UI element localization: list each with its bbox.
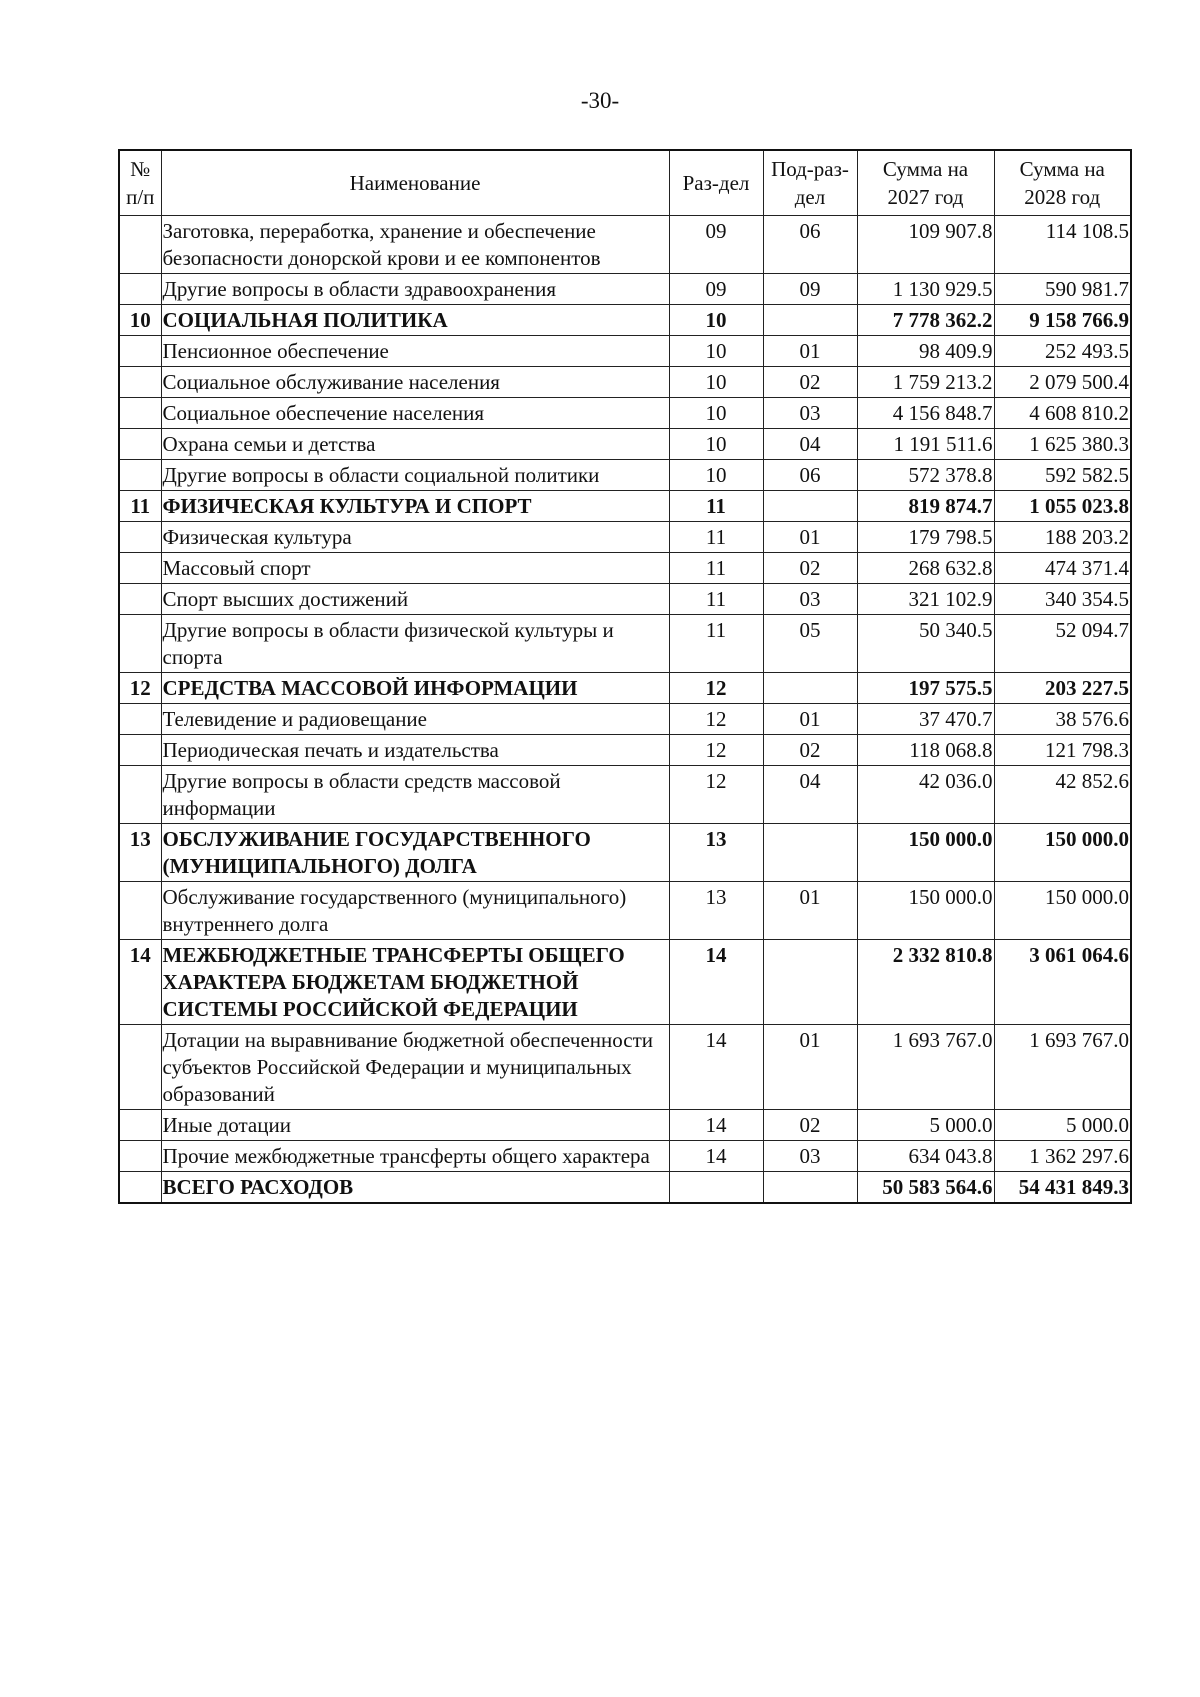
cell-razdel [669,1172,763,1204]
section-row [119,940,1131,1025]
cell-sum-2027: 4 156 848.7 [857,398,994,429]
cell-name: МЕЖБЮДЖЕТНЫЕ ТРАНСФЕРТЫ ОБЩЕГО ХАРАКТЕРА БЮДЖЕТАМ БЮДЖЕТНОЙ СИСТЕМЫ РОССИЙСКОЙ ФЕДЕРАЦИИ [161,940,669,1025]
cell-podrazdel: 02 [763,735,857,766]
header-podrazdel: Под-раз-дел [763,150,857,216]
cell-podrazdel [763,824,857,882]
cell-sum-2028: 121 798.3 [994,735,1131,766]
cell-podrazdel: 01 [763,882,857,940]
cell-name: ОБСЛУЖИВАНИЕ ГОСУДАРСТВЕННОГО (МУНИЦИПАЛЬНОГО) ДОЛГА [161,824,669,882]
cell-num: 13 [119,824,161,882]
cell-podrazdel: 06 [763,216,857,274]
cell-sum-2027: 118 068.8 [857,735,994,766]
cell-name: Спорт высших достижений [161,584,669,615]
cell-sum-2027: 150 000.0 [857,824,994,882]
cell-num [119,1141,161,1172]
cell-razdel: 14 [669,1141,763,1172]
cell-razdel: 14 [669,1025,763,1110]
cell-podrazdel: 02 [763,1110,857,1141]
cell-name: Другие вопросы в области физической культуры и спорта [161,615,669,673]
cell-sum-2027: 42 036.0 [857,766,994,824]
cell-num [119,704,161,735]
cell-num: 12 [119,673,161,704]
cell-podrazdel: 01 [763,1025,857,1110]
cell-name: Массовый спорт [161,553,669,584]
cell-podrazdel: 09 [763,274,857,305]
cell-sum-2027: 98 409.9 [857,336,994,367]
cell-sum-2027: 2 332 810.8 [857,940,994,1025]
cell-podrazdel [763,491,857,522]
table-row [119,274,1131,305]
table-row [119,766,1131,824]
table-row [119,336,1131,367]
cell-num [119,584,161,615]
header-razdel: Раз-дел [669,150,763,216]
cell-sum-2027: 1 191 511.6 [857,429,994,460]
cell-name: Пенсионное обеспечение [161,336,669,367]
total-row [119,1172,1131,1204]
cell-sum-2028: 188 203.2 [994,522,1131,553]
cell-sum-2028: 38 576.6 [994,704,1131,735]
cell-num [119,216,161,274]
section-row [119,824,1131,882]
cell-sum-2027: 572 378.8 [857,460,994,491]
cell-podrazdel [763,940,857,1025]
cell-razdel: 11 [669,615,763,673]
cell-name: ВСЕГО РАСХОДОВ [161,1172,669,1204]
cell-sum-2028: 150 000.0 [994,824,1131,882]
cell-sum-2027: 1 130 929.5 [857,274,994,305]
table-row [119,584,1131,615]
cell-sum-2027: 819 874.7 [857,491,994,522]
cell-sum-2028: 4 608 810.2 [994,398,1131,429]
cell-podrazdel [763,1172,857,1204]
cell-razdel: 11 [669,584,763,615]
cell-sum-2027: 197 575.5 [857,673,994,704]
cell-sum-2028: 114 108.5 [994,216,1131,274]
cell-razdel: 12 [669,704,763,735]
cell-num [119,1025,161,1110]
cell-sum-2028: 52 094.7 [994,615,1131,673]
cell-razdel: 10 [669,429,763,460]
cell-sum-2027: 1 759 213.2 [857,367,994,398]
header-name: Наименование [161,150,669,216]
section-row [119,673,1131,704]
cell-name: Другие вопросы в области социальной политики [161,460,669,491]
cell-sum-2027: 50 340.5 [857,615,994,673]
table-row [119,735,1131,766]
cell-razdel: 13 [669,882,763,940]
cell-podrazdel: 02 [763,553,857,584]
cell-num: 10 [119,305,161,336]
cell-name: Обслуживание государственного (муниципального) внутреннего долга [161,882,669,940]
cell-sum-2028: 42 852.6 [994,766,1131,824]
table-header-row [119,150,1131,216]
cell-num [119,274,161,305]
cell-num [119,553,161,584]
table-row [119,1025,1131,1110]
cell-name: СРЕДСТВА МАССОВОЙ ИНФОРМАЦИИ [161,673,669,704]
cell-name: Иные дотации [161,1110,669,1141]
cell-sum-2027: 37 470.7 [857,704,994,735]
cell-num [119,398,161,429]
cell-name: Другие вопросы в области здравоохранения [161,274,669,305]
cell-sum-2028: 203 227.5 [994,673,1131,704]
header-sum-2027: Сумма на 2027 год [857,150,994,216]
cell-razdel: 11 [669,553,763,584]
cell-podrazdel: 04 [763,429,857,460]
table-row [119,216,1131,274]
cell-sum-2028: 9 158 766.9 [994,305,1131,336]
table-row [119,1110,1131,1141]
table-row [119,460,1131,491]
cell-sum-2027: 1 693 767.0 [857,1025,994,1110]
section-row [119,491,1131,522]
cell-razdel: 12 [669,673,763,704]
cell-podrazdel [763,673,857,704]
cell-name: Прочие межбюджетные трансферты общего характера [161,1141,669,1172]
cell-num [119,429,161,460]
cell-razdel: 09 [669,216,763,274]
cell-sum-2028: 340 354.5 [994,584,1131,615]
cell-name: Заготовка, переработка, хранение и обеспечение безопасности донорской крови и ее компонентов [161,216,669,274]
table-row [119,398,1131,429]
table-row [119,429,1131,460]
cell-razdel: 10 [669,336,763,367]
cell-num [119,1110,161,1141]
cell-podrazdel: 03 [763,398,857,429]
cell-num [119,766,161,824]
cell-sum-2027: 109 907.8 [857,216,994,274]
table-row [119,1141,1131,1172]
cell-sum-2027: 634 043.8 [857,1141,994,1172]
cell-name: Другие вопросы в области средств массовой информации [161,766,669,824]
cell-name: Дотации на выравнивание бюджетной обеспеченности субъектов Российской Федерации и муниципальных образований [161,1025,669,1110]
cell-sum-2027: 268 632.8 [857,553,994,584]
cell-podrazdel: 01 [763,704,857,735]
table-row [119,704,1131,735]
cell-podrazdel: 05 [763,615,857,673]
cell-name: ФИЗИЧЕСКАЯ КУЛЬТУРА И СПОРТ [161,491,669,522]
cell-sum-2027: 5 000.0 [857,1110,994,1141]
table-row [119,615,1131,673]
cell-num [119,367,161,398]
cell-razdel: 11 [669,522,763,553]
cell-sum-2028: 54 431 849.3 [994,1172,1131,1204]
table-row [119,522,1131,553]
cell-razdel: 10 [669,460,763,491]
cell-sum-2028: 5 000.0 [994,1110,1131,1141]
cell-sum-2027: 50 583 564.6 [857,1172,994,1204]
cell-sum-2028: 252 493.5 [994,336,1131,367]
cell-razdel: 13 [669,824,763,882]
table-row [119,882,1131,940]
cell-num [119,522,161,553]
cell-sum-2028: 150 000.0 [994,882,1131,940]
cell-num [119,460,161,491]
cell-podrazdel: 01 [763,522,857,553]
cell-num: 11 [119,491,161,522]
cell-num [119,882,161,940]
header-sum-2028: Сумма на 2028 год [994,150,1131,216]
cell-sum-2028: 1 362 297.6 [994,1141,1131,1172]
cell-name: Социальное обслуживание населения [161,367,669,398]
table-row [119,553,1131,584]
cell-num [119,615,161,673]
cell-sum-2027: 179 798.5 [857,522,994,553]
cell-num [119,336,161,367]
page-number: -30- [580,88,620,113]
cell-name: СОЦИАЛЬНАЯ ПОЛИТИКА [161,305,669,336]
cell-sum-2028: 1 625 380.3 [994,429,1131,460]
cell-razdel: 12 [669,766,763,824]
cell-razdel: 10 [669,367,763,398]
cell-podrazdel: 03 [763,584,857,615]
table-row [119,367,1131,398]
cell-name: Охрана семьи и детства [161,429,669,460]
cell-sum-2028: 1 055 023.8 [994,491,1131,522]
cell-podrazdel: 01 [763,336,857,367]
cell-podrazdel: 04 [763,766,857,824]
cell-razdel: 14 [669,1110,763,1141]
cell-sum-2027: 150 000.0 [857,882,994,940]
header-num: № п/п [119,150,161,216]
cell-razdel: 11 [669,491,763,522]
cell-name: Физическая культура [161,522,669,553]
cell-podrazdel: 03 [763,1141,857,1172]
cell-sum-2028: 3 061 064.6 [994,940,1131,1025]
cell-sum-2028: 1 693 767.0 [994,1025,1131,1110]
cell-sum-2027: 7 778 362.2 [857,305,994,336]
table-body [119,216,1131,1204]
cell-razdel: 12 [669,735,763,766]
cell-name: Телевидение и радиовещание [161,704,669,735]
cell-podrazdel [763,305,857,336]
budget-table [118,149,1132,1204]
section-row [119,305,1131,336]
cell-num [119,1172,161,1204]
cell-name: Социальное обеспечение населения [161,398,669,429]
cell-podrazdel: 02 [763,367,857,398]
cell-sum-2028: 592 582.5 [994,460,1131,491]
cell-podrazdel: 06 [763,460,857,491]
cell-razdel: 10 [669,305,763,336]
cell-sum-2028: 474 371.4 [994,553,1131,584]
cell-name: Периодическая печать и издательства [161,735,669,766]
cell-razdel: 09 [669,274,763,305]
cell-razdel: 10 [669,398,763,429]
cell-sum-2028: 590 981.7 [994,274,1131,305]
cell-sum-2027: 321 102.9 [857,584,994,615]
cell-razdel: 14 [669,940,763,1025]
cell-num [119,735,161,766]
cell-sum-2028: 2 079 500.4 [994,367,1131,398]
cell-num: 14 [119,940,161,1025]
